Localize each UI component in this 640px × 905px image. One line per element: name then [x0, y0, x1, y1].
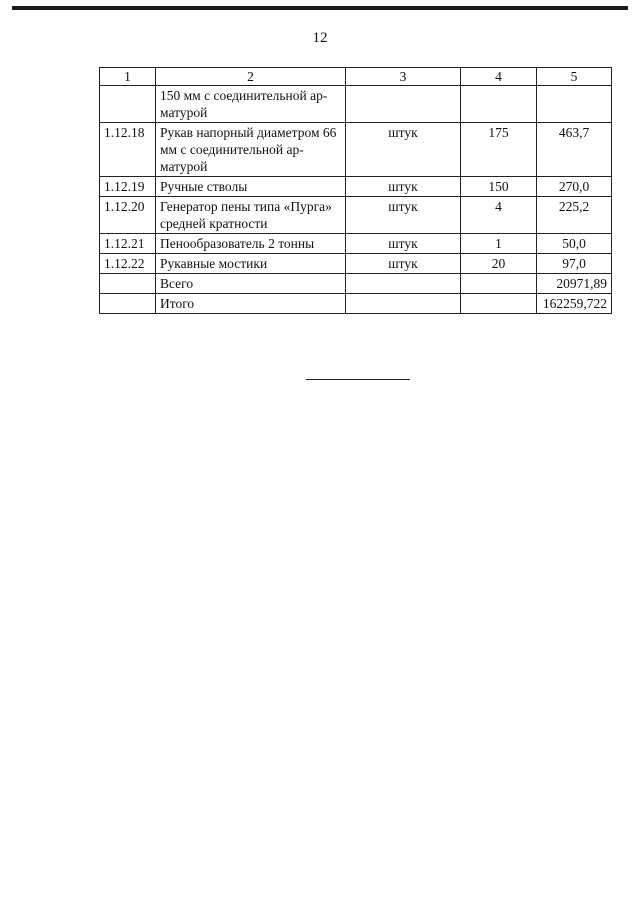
total-value: 162259,722: [537, 294, 612, 314]
item-number: 1.12.20: [100, 197, 156, 234]
item-unit: штук: [346, 254, 461, 274]
table-row: [100, 234, 612, 254]
empty-cell: [461, 274, 537, 294]
item-name: Пенообразователь 2 тонны: [156, 234, 346, 254]
table-row: [100, 86, 612, 123]
item-number: 1.12.19: [100, 177, 156, 197]
item-quantity: [461, 86, 537, 123]
equipment-table: [99, 67, 612, 314]
top-border-line: [12, 6, 628, 10]
empty-cell: [100, 294, 156, 314]
item-number: [100, 86, 156, 123]
item-name: Генератор пены типа «Пурга» средней кратности: [156, 197, 346, 234]
item-name: 150 мм с соединительной ар-матурой: [156, 86, 346, 123]
item-unit: штук: [346, 177, 461, 197]
subtotal-label: Всего: [156, 274, 346, 294]
end-of-document-line: [306, 379, 410, 380]
item-quantity: 4: [461, 197, 537, 234]
item-value: 97,0: [537, 254, 612, 274]
table-row: [100, 254, 612, 274]
item-unit: штук: [346, 234, 461, 254]
item-unit: штук: [346, 197, 461, 234]
column-header: 2: [156, 68, 346, 86]
item-value: 225,2: [537, 197, 612, 234]
item-name: Ручные стволы: [156, 177, 346, 197]
empty-cell: [346, 274, 461, 294]
subtotal-row: [100, 274, 612, 294]
item-number: 1.12.18: [100, 123, 156, 177]
item-value: 270,0: [537, 177, 612, 197]
total-row: [100, 294, 612, 314]
item-value: 50,0: [537, 234, 612, 254]
item-value: [537, 86, 612, 123]
item-unit: [346, 86, 461, 123]
table-row: [100, 177, 612, 197]
item-quantity: 175: [461, 123, 537, 177]
empty-cell: [346, 294, 461, 314]
subtotal-value: 20971,89: [537, 274, 612, 294]
total-label: Итого: [156, 294, 346, 314]
table-row: [100, 197, 612, 234]
item-quantity: 1: [461, 234, 537, 254]
column-header: 3: [346, 68, 461, 86]
empty-cell: [461, 294, 537, 314]
item-number: 1.12.21: [100, 234, 156, 254]
item-unit: штук: [346, 123, 461, 177]
column-header: 5: [537, 68, 612, 86]
table-header-row: [100, 68, 612, 86]
table-row: [100, 123, 612, 177]
page-number: 12: [312, 30, 328, 46]
item-number: 1.12.22: [100, 254, 156, 274]
empty-cell: [100, 274, 156, 294]
item-quantity: 150: [461, 177, 537, 197]
item-name: Рукав напорный диаметром 66 мм с соединительной ар-матурой: [156, 123, 346, 177]
column-header: 1: [100, 68, 156, 86]
item-name: Рукавные мостики: [156, 254, 346, 274]
item-quantity: 20: [461, 254, 537, 274]
column-header: 4: [461, 68, 537, 86]
item-value: 463,7: [537, 123, 612, 177]
